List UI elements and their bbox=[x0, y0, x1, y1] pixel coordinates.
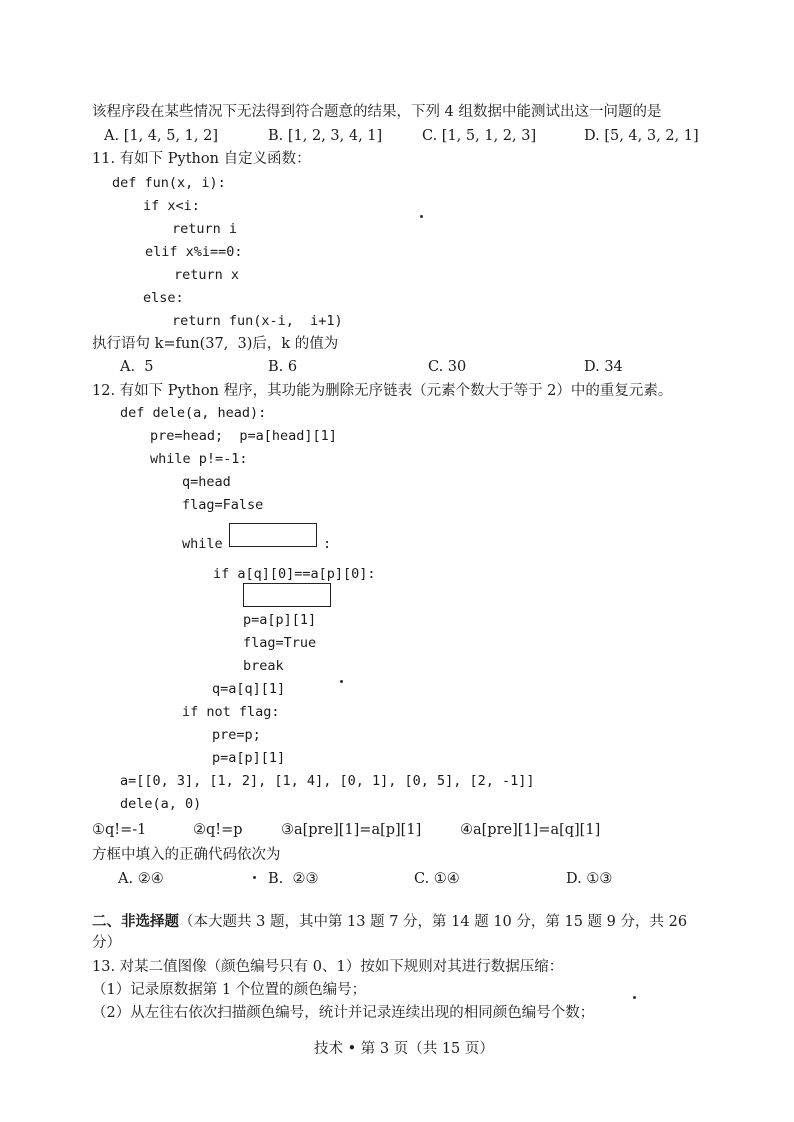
section-2-detail: （本大题共 3 题，其中第 13 题 7 分，第 14 题 10 分，第 15 题 9 分，共 26 bbox=[179, 914, 688, 930]
q10-stem: 该程序段在某些情况下无法得到符合题意的结果，下列 4 组数据中能测试出这一问题的是 bbox=[92, 104, 662, 120]
scan-speck bbox=[253, 876, 256, 879]
q12-question: 方框中填入的正确代码依次为 bbox=[92, 847, 281, 863]
q13-rule-2: （2）从左往右依次扫描颜色编号，统计并记录连续出现的相同颜色编号个数； bbox=[92, 1005, 595, 1021]
q13-rule-1: （1）记录原数据第 1 个位置的颜色编号； bbox=[92, 982, 367, 998]
answer-blank-1[interactable] bbox=[229, 523, 317, 547]
answer-blank-2[interactable] bbox=[243, 583, 331, 607]
q11-option-a: A. 5 bbox=[120, 359, 154, 375]
q12-option-c: C. ①④ bbox=[414, 871, 460, 887]
q11-code-line: return i bbox=[172, 221, 238, 237]
q11-code-line: return x bbox=[174, 267, 240, 283]
q11-option-d: D. 34 bbox=[584, 359, 623, 375]
q11-option-c: C. 30 bbox=[428, 359, 467, 375]
q12-code-line: if a[q][0]==a[p][0]: bbox=[213, 566, 376, 582]
q11-stem: 11. 有如下 Python 自定义函数： bbox=[92, 151, 311, 167]
q12-choice-4: ④a[pre][1]=a[q][1] bbox=[460, 822, 601, 838]
q12-option-d: D. ①③ bbox=[566, 871, 613, 887]
q12-code-line: break bbox=[243, 658, 284, 674]
q12-stem: 12. 有如下 Python 程序，其功能为删除无序链表（元素个数大于等于 2）中的重复元素。 bbox=[92, 383, 673, 399]
q10-option-b: B. [1, 2, 3, 4, 1] bbox=[268, 128, 383, 144]
scan-speck bbox=[340, 680, 343, 683]
page-footer: 技术 • 第 3 页（共 15 页） bbox=[314, 1041, 494, 1057]
q12-code-line: dele(a, 0) bbox=[120, 796, 202, 812]
q12-code-line: flag=True bbox=[243, 635, 317, 651]
q12-option-a: A. ②④ bbox=[118, 871, 164, 887]
q12-code-line: flag=False bbox=[182, 497, 264, 513]
scan-speck bbox=[633, 996, 636, 999]
q11-code-line: if x<i: bbox=[143, 198, 200, 214]
q12-code-line: while bbox=[182, 536, 223, 552]
q12-code-line: q=head bbox=[182, 474, 231, 490]
q11-code-line: def fun(x, i): bbox=[112, 175, 226, 191]
q11-code-line: else: bbox=[143, 290, 184, 306]
q12-code-line: q=a[q][1] bbox=[212, 681, 286, 697]
q11-question: 执行语句 k=fun(37, 3)后，k 的值为 bbox=[92, 336, 339, 352]
q12-code-line: p=a[p][1] bbox=[212, 750, 286, 766]
q11-option-b: B. 6 bbox=[268, 359, 298, 375]
q12-option-b: B. ②③ bbox=[268, 871, 319, 887]
q12-choice-2: ②q!=p bbox=[193, 822, 243, 838]
q10-option-d: D. [5, 4, 3, 2, 1] bbox=[584, 128, 699, 144]
q12-code-line: a=[[0, 3], [1, 2], [1, 4], [0, 1], [0, 5], [2, -1]] bbox=[120, 773, 535, 789]
q12-code-line: pre=p; bbox=[212, 727, 261, 743]
scan-speck bbox=[420, 215, 423, 218]
q11-code-line: elif x%i==0: bbox=[145, 244, 243, 260]
q12-code-line: while p!=-1: bbox=[150, 451, 248, 467]
q12-code-colon: : bbox=[323, 536, 332, 552]
q13-stem: 13. 对某二值图像（颜色编号只有 0、1）按如下规则对其进行数据压缩： bbox=[92, 959, 564, 975]
q12-code-line: def dele(a, head): bbox=[120, 405, 267, 421]
q10-option-a: A. [1, 4, 5, 1, 2] bbox=[104, 128, 219, 144]
q11-code-line: return fun(x-i, i+1) bbox=[172, 313, 343, 329]
q12-choice-1: ①q!=-1 bbox=[92, 822, 147, 838]
section-2-heading-line bbox=[92, 913, 687, 931]
q12-code-line: p=a[p][1] bbox=[243, 612, 317, 628]
q12-code-line: if not flag: bbox=[182, 704, 280, 720]
q12-choice-3: ③a[pre][1]=a[p][1] bbox=[281, 822, 422, 838]
q10-option-c: C. [1, 5, 1, 2, 3] bbox=[422, 128, 537, 144]
section-2-heading: 二、非选择题 bbox=[92, 913, 179, 930]
q12-code-line: pre=head; p=a[head][1] bbox=[150, 428, 337, 444]
section-2-detail-cont: 分） bbox=[92, 935, 121, 951]
